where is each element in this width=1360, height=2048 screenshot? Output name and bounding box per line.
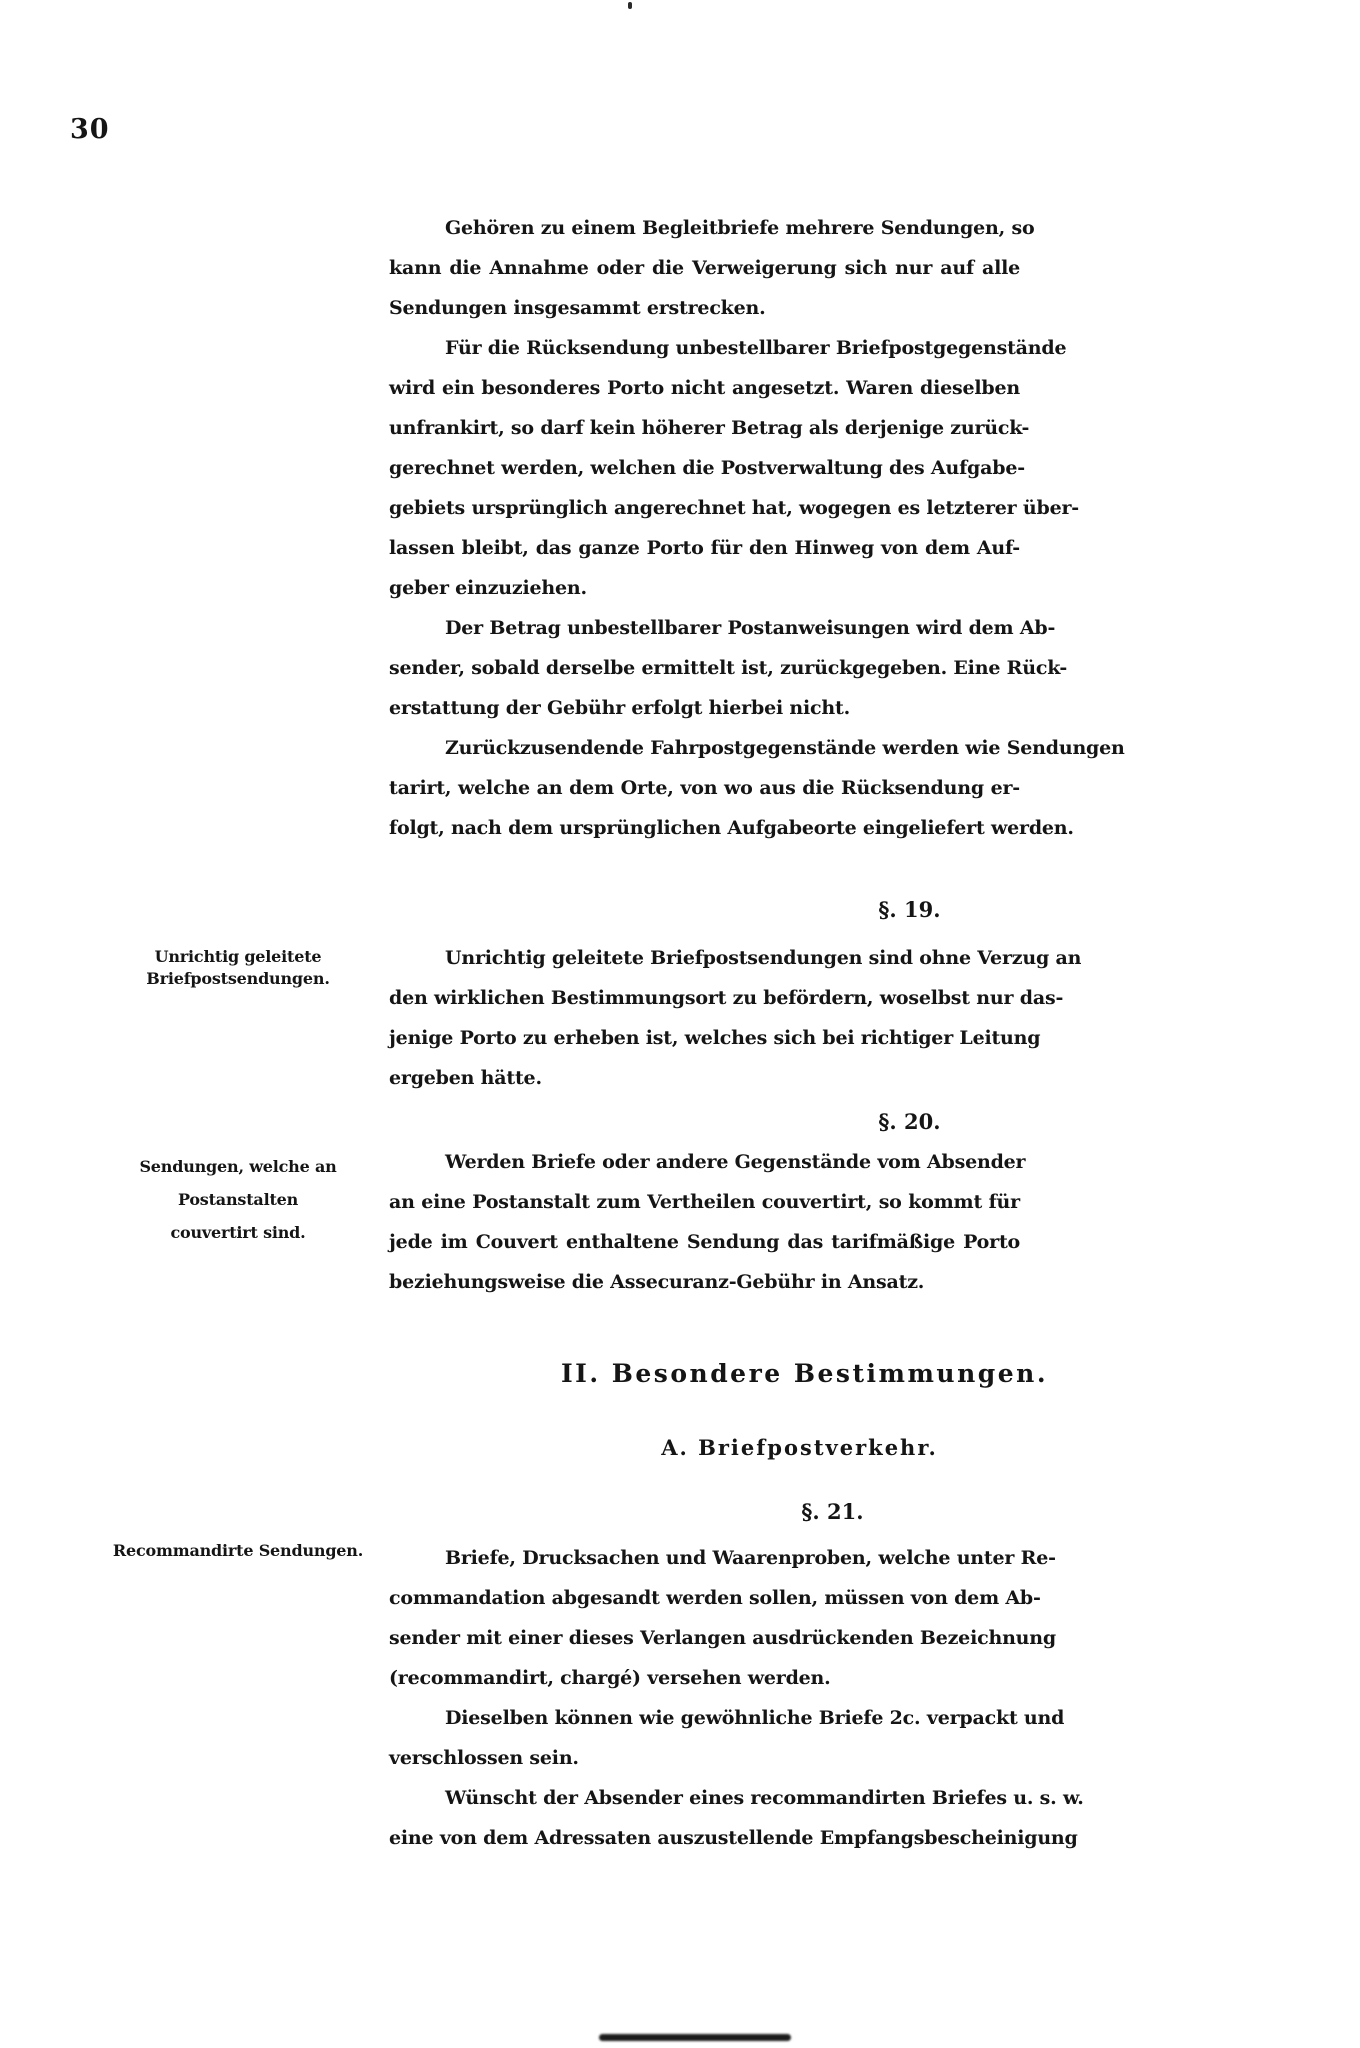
text-line: Der Betrag unbestellbarer Postanweisungen wird dem Ab- bbox=[445, 617, 1056, 639]
text-line: Zurückzusendende Fahrpostgegenstände werden wie Sendungen bbox=[445, 737, 1125, 759]
text-line: kann die Annahme oder die Verweigerung sich nur auf alle bbox=[389, 257, 1020, 279]
text-line: sender, sobald derselbe ermittelt ist, zurückgegeben. Eine Rück- bbox=[389, 657, 1068, 679]
body-paragraph bbox=[389, 1142, 1026, 1302]
text-line: gerechnet werden, welchen die Postverwaltung des Aufgabe- bbox=[389, 457, 1025, 479]
text-line: unfrankirt, so darf kein höherer Betrag als derjenige zurück- bbox=[389, 417, 1030, 439]
text-line: Unrichtig geleitete Briefpostsendungen sind ohne Verzug an bbox=[445, 947, 1082, 969]
text-line: ergeben hätte. bbox=[389, 1067, 542, 1089]
section-number-heading: §. 21. bbox=[801, 1499, 864, 1524]
text-line: jede im Couvert enthaltene Sendung das tarifmäßige Porto bbox=[389, 1231, 1020, 1253]
body-paragraph bbox=[389, 1778, 1084, 1858]
margin-note-line: Sendungen, welche an Postanstalten bbox=[139, 1157, 337, 1209]
text-line: (recommandirt, chargé) versehen werden. bbox=[389, 1667, 831, 1689]
text-line: eine von dem Adressaten auszustellende Empfangsbescheinigung bbox=[389, 1827, 1078, 1849]
text-line: sender mit einer dieses Verlangen ausdrückenden Bezeichnung bbox=[389, 1627, 1056, 1649]
section-number-heading: §. 19. bbox=[878, 897, 941, 922]
text-line: commandation abgesandt werden sollen, müssen von dem Ab- bbox=[389, 1587, 1041, 1609]
text-line: Briefe, Drucksachen und Waarenproben, welche unter Re- bbox=[445, 1547, 1056, 1569]
section-title-heading: A. Briefpostverkehr. bbox=[661, 1435, 938, 1460]
margin-note bbox=[86, 1540, 390, 1562]
text-line: Wünscht der Absender eines recommandirten Briefes u. s. w. bbox=[445, 1787, 1084, 1809]
page-number: 30 bbox=[70, 114, 110, 145]
text-line: beziehungsweise die Assecuranz-Gebühr in Ansatz. bbox=[389, 1271, 925, 1293]
margin-note-line: Unrichtig geleitete Briefpostsendungen. bbox=[146, 947, 330, 988]
body-paragraph bbox=[389, 208, 1035, 328]
body-paragraph bbox=[389, 328, 1079, 608]
margin-note bbox=[86, 946, 390, 990]
main-text-column bbox=[389, 208, 1125, 1858]
text-line: jenige Porto zu erheben ist, welches sich bei richtiger Leitung bbox=[389, 1027, 1041, 1049]
text-line: erstattung der Gebühr erfolgt hierbei nicht. bbox=[389, 697, 850, 719]
text-line: Werden Briefe oder andere Gegenstände vom Absender bbox=[445, 1151, 1026, 1173]
text-line: wird ein besonderes Porto nicht angesetzt. Waren dieselben bbox=[389, 377, 1020, 399]
text-line: an eine Postanstalt zum Vertheilen couvertirt, so kommt für bbox=[389, 1191, 1020, 1213]
scan-artifact-bottom bbox=[599, 2034, 791, 2041]
body-paragraph bbox=[389, 1538, 1056, 1698]
text-line: folgt, nach dem ursprünglichen Aufgabeorte eingeliefert werden. bbox=[389, 817, 1074, 839]
text-line: gebiets ursprünglich angerechnet hat, wogegen es letzterer über- bbox=[389, 497, 1079, 519]
text-line: Gehören zu einem Begleitbriefe mehrere Sendungen, so bbox=[445, 217, 1035, 239]
body-paragraph bbox=[389, 938, 1082, 1098]
text-line: tarirt, welche an dem Orte, von wo aus die Rücksendung er- bbox=[389, 777, 1020, 799]
body-paragraph bbox=[389, 608, 1068, 728]
body-paragraph bbox=[389, 728, 1125, 848]
margin-note-line: Recommandirte Sendungen. bbox=[112, 1541, 364, 1560]
text-line: lassen bleibt, das ganze Porto für den Hinweg von dem Auf- bbox=[389, 537, 1020, 559]
margin-note-line: couvertirt sind. bbox=[170, 1223, 306, 1242]
text-line: Sendungen insgesammt erstrecken. bbox=[389, 297, 766, 319]
body-paragraph bbox=[389, 1698, 1065, 1778]
text-line: den wirklichen Bestimmungsort zu befördern, woselbst nur das- bbox=[389, 987, 1064, 1009]
section-number-heading: §. 20. bbox=[878, 1109, 941, 1134]
text-line: Für die Rücksendung unbestellbarer Briefpostgegenstände bbox=[445, 337, 1067, 359]
margin-note bbox=[86, 1150, 390, 1249]
text-line: geber einzuziehen. bbox=[389, 577, 587, 599]
section-title-heading: II. Besondere Bestimmungen. bbox=[560, 1359, 1049, 1388]
scan-artifact-top bbox=[628, 2, 632, 9]
text-line: Dieselben können wie gewöhnliche Briefe 2c. verpackt und bbox=[445, 1707, 1065, 1729]
text-line: verschlossen sein. bbox=[389, 1747, 579, 1769]
